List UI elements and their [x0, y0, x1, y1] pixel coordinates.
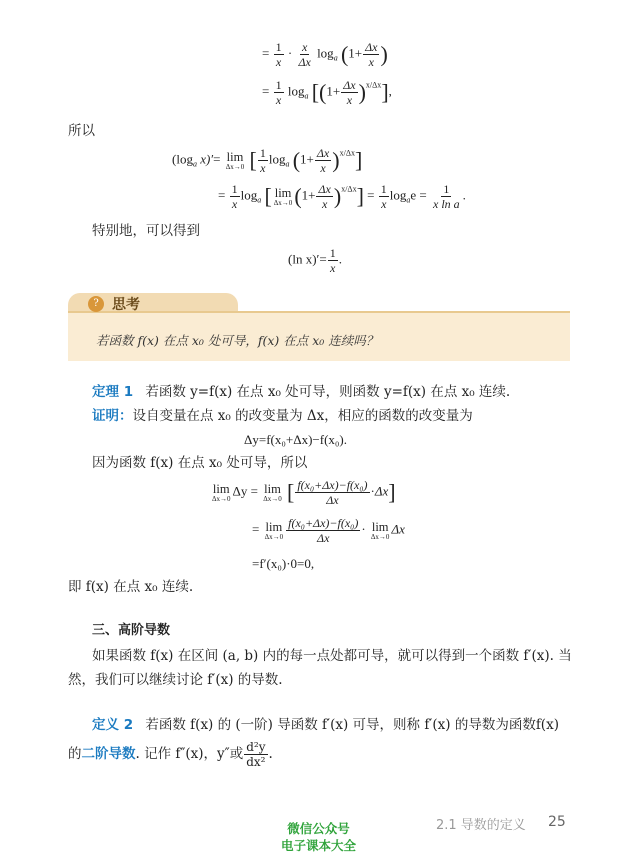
log-base: a — [304, 91, 309, 101]
numerator: 1 — [275, 78, 282, 92]
eq-line-3 — [172, 146, 362, 175]
fraction — [315, 146, 331, 175]
eq-sign: = — [262, 83, 270, 99]
bracket-open: [ — [249, 147, 257, 173]
plus: + — [308, 187, 316, 203]
exp-den: Δx — [347, 184, 357, 194]
denominator: x — [275, 93, 282, 107]
denominator: x — [381, 197, 387, 211]
lightbulb-icon: ? — [88, 296, 104, 312]
eq-result: =f′(x₀)·0=0, — [252, 556, 315, 571]
lim-text: lim — [274, 185, 292, 200]
log-base: a — [192, 159, 197, 169]
lhs-log: (log — [172, 151, 193, 167]
lim-sub: Δx→0 — [225, 162, 245, 171]
section-title: 三、高阶导数 — [92, 623, 171, 638]
fraction — [230, 182, 240, 211]
eq-lim-split — [252, 516, 405, 545]
eq-sign: = — [419, 187, 427, 203]
watermark-line-1: 微信公众号 — [287, 821, 350, 836]
lim-sub: Δx→0 — [273, 198, 293, 207]
numerator: 1 — [259, 146, 266, 160]
limit — [274, 187, 293, 207]
denominator: x — [275, 55, 282, 69]
paren-close: ) — [380, 41, 388, 67]
text-suoyi: 所以 — [68, 123, 95, 139]
log-base: a — [257, 195, 262, 205]
denominator: x — [330, 261, 336, 275]
log-text: log — [317, 45, 334, 61]
proof-label: 证明： — [92, 408, 133, 424]
denominator: x — [260, 161, 266, 175]
fraction — [379, 182, 389, 211]
theorem-1 — [92, 383, 510, 401]
period: . — [338, 251, 342, 267]
comma: , — [388, 83, 392, 99]
bracket-open: [ — [264, 183, 272, 209]
one: 1 — [326, 83, 333, 99]
numerator: 1 — [380, 182, 387, 196]
lhs-x: x)′ — [200, 151, 214, 167]
numerator: x — [301, 40, 308, 54]
bracket-close: ] — [354, 147, 363, 173]
log-base: a — [285, 159, 290, 169]
definition-term: 二阶导数 — [81, 746, 136, 762]
exponent: x/Δx — [339, 148, 355, 158]
bracket-close: ] — [381, 79, 389, 105]
lim-text: lim — [264, 481, 281, 496]
dot-operator: · — [287, 45, 293, 61]
log-text: log — [240, 187, 258, 203]
fraction — [431, 182, 462, 211]
eq-ln — [288, 246, 342, 275]
eq-lim-dy — [210, 478, 396, 507]
exp-num: x — [341, 184, 346, 194]
numerator: f(x₀+Δx)−f(x₀) — [297, 478, 368, 492]
exponent: x/Δx — [365, 80, 382, 90]
text-tebie: 特别地，可以得到 — [92, 223, 200, 239]
denominator: x — [346, 93, 353, 107]
exp-num: x — [339, 148, 344, 158]
bracket-open: [ — [311, 79, 320, 105]
definition-line-2 — [68, 740, 273, 769]
fraction — [258, 146, 268, 175]
numerator: Δx — [318, 182, 331, 196]
log-base: a — [406, 195, 411, 205]
def-post: . 记作 f″(x)，y″或 — [135, 746, 244, 762]
eq-line-1 — [262, 40, 388, 69]
fraction — [274, 78, 284, 107]
footer-section: 2.1 导数的定义 — [436, 818, 526, 833]
proof-conclusion: 即 f(x) 在点 x₀ 连续. — [68, 579, 194, 595]
def-pre: 的 — [68, 746, 82, 762]
one: 1 — [301, 187, 309, 203]
definition-2 — [92, 716, 559, 734]
theorem-text: 若函数 y=f(x) 在点 x₀ 处可导，则函数 y=f(x) 在点 x₀ 连续. — [145, 384, 511, 400]
numerator: Δx — [316, 146, 330, 160]
dot-operator: · — [370, 483, 375, 499]
think-box — [68, 293, 570, 361]
dot-operator: · — [361, 521, 366, 537]
delta-y: Δy — [232, 483, 248, 499]
fraction — [328, 246, 338, 275]
plus: + — [332, 83, 341, 99]
page-number: 25 — [548, 814, 566, 830]
eq-line-2 — [262, 78, 392, 107]
fraction — [286, 516, 360, 545]
proof-text: 设自变量在点 x₀ 的改变量为 Δx，相应的函数的改变量为 — [132, 408, 473, 424]
plus: + — [354, 45, 363, 61]
paren-close: ) — [332, 147, 340, 173]
fraction — [296, 40, 312, 69]
lim-sub: Δx→0 — [212, 494, 231, 503]
denominator: x ln a — [433, 197, 460, 211]
paren-open: ( — [340, 41, 349, 67]
numerator: 1 — [329, 246, 336, 260]
fraction — [363, 40, 379, 69]
eq-sign: = — [213, 151, 221, 167]
paren-open: ( — [292, 147, 301, 173]
eq-line-4 — [218, 182, 466, 211]
paren-close: ) — [333, 183, 342, 209]
lim-text: lim — [226, 149, 244, 164]
ln-lhs: (ln x)′= — [288, 251, 327, 267]
exp-den: Δx — [345, 148, 355, 158]
think-question: 若函数 f(x) 在点 x₀ 处可导，f(x) 在点 x₀ 连续吗？ — [96, 333, 379, 348]
watermark — [281, 820, 356, 854]
numerator: 1 — [443, 182, 450, 196]
definition-label: 定义 2 — [92, 717, 134, 733]
lim-text: lim — [265, 519, 283, 534]
proof-because: 因为函数 f(x) 在点 x₀ 处可导，所以 — [92, 455, 308, 471]
eq-sign: = — [262, 45, 270, 61]
denominator: Δx — [326, 493, 339, 507]
proof-line — [92, 407, 473, 425]
e-const: e — [410, 187, 417, 203]
numerator: Δx — [365, 40, 378, 54]
limit — [371, 521, 390, 541]
exponent: x/Δx — [341, 184, 357, 194]
eq-sign: = — [367, 187, 375, 203]
limit — [212, 483, 231, 503]
log-text: log — [389, 187, 407, 203]
paren-close: ) — [358, 79, 366, 105]
eq-sign: = — [250, 483, 258, 499]
log-text: log — [268, 151, 286, 167]
one: 1 — [348, 45, 355, 61]
denominator: x — [368, 55, 374, 69]
section-para-line-2: 然，我们可以继续讨论 f′(x) 的导数. — [68, 672, 283, 688]
numerator: Δx — [343, 78, 356, 92]
denominator: Δx — [298, 55, 311, 69]
bracket-open: [ — [287, 479, 295, 505]
lim-text: lim — [371, 519, 389, 534]
fraction — [341, 78, 357, 107]
fraction — [295, 478, 369, 507]
think-divider — [68, 311, 570, 313]
lim-sub: Δx→0 — [264, 532, 284, 541]
limit — [226, 151, 245, 171]
fraction — [244, 740, 267, 769]
denominator: dx² — [246, 755, 266, 769]
one: 1 — [300, 151, 307, 167]
definition-line-1: 若函数 f(x) 的 (一阶) 导函数 f′(x) 可导，则称 f′(x) 的导数为函数f(x) — [145, 717, 559, 733]
section-para-line-1: 如果函数 f(x) 在区间 (a, b) 内的每一点处都可导，就可以得到一个函数 f′(x). 当 — [92, 648, 572, 664]
log-base: a — [333, 53, 338, 63]
fraction — [274, 40, 284, 69]
eq-sign: = — [252, 521, 260, 537]
fraction — [316, 182, 332, 211]
delta-x: Δx — [374, 483, 389, 499]
period: . — [268, 746, 273, 762]
exp-den: Δx — [372, 80, 382, 90]
lim-text: lim — [212, 481, 230, 496]
denominator: Δx — [317, 531, 330, 545]
paren-open: ( — [294, 183, 302, 209]
watermark-line-2: 电子课本大全 — [281, 838, 357, 853]
exp-num: x — [365, 80, 370, 90]
limit — [263, 483, 282, 503]
lim-sub: Δx→0 — [263, 494, 282, 503]
plus: + — [306, 151, 314, 167]
numerator: d²y — [246, 740, 266, 754]
paren-open: ( — [319, 79, 327, 105]
delta-x: Δx — [391, 521, 405, 537]
numerator: f(x₀+Δx)−f(x₀) — [288, 516, 359, 530]
denominator: x — [322, 197, 328, 211]
log-text: log — [287, 83, 305, 99]
bracket-close: ] — [388, 479, 396, 505]
period: . — [462, 187, 466, 203]
limit — [265, 521, 284, 541]
eq-sign: = — [218, 187, 226, 203]
lim-sub: Δx→0 — [370, 532, 390, 541]
denominator: x — [231, 197, 238, 211]
think-title: 思考 — [112, 297, 140, 313]
numerator: 1 — [231, 182, 238, 196]
denominator: x — [320, 161, 326, 175]
eq-dy: Δy=f(x₀+Δx)−f(x₀). — [244, 432, 348, 447]
bracket-close: ] — [356, 183, 364, 209]
theorem-label: 定理 1 — [92, 384, 134, 400]
numerator: 1 — [275, 40, 282, 54]
